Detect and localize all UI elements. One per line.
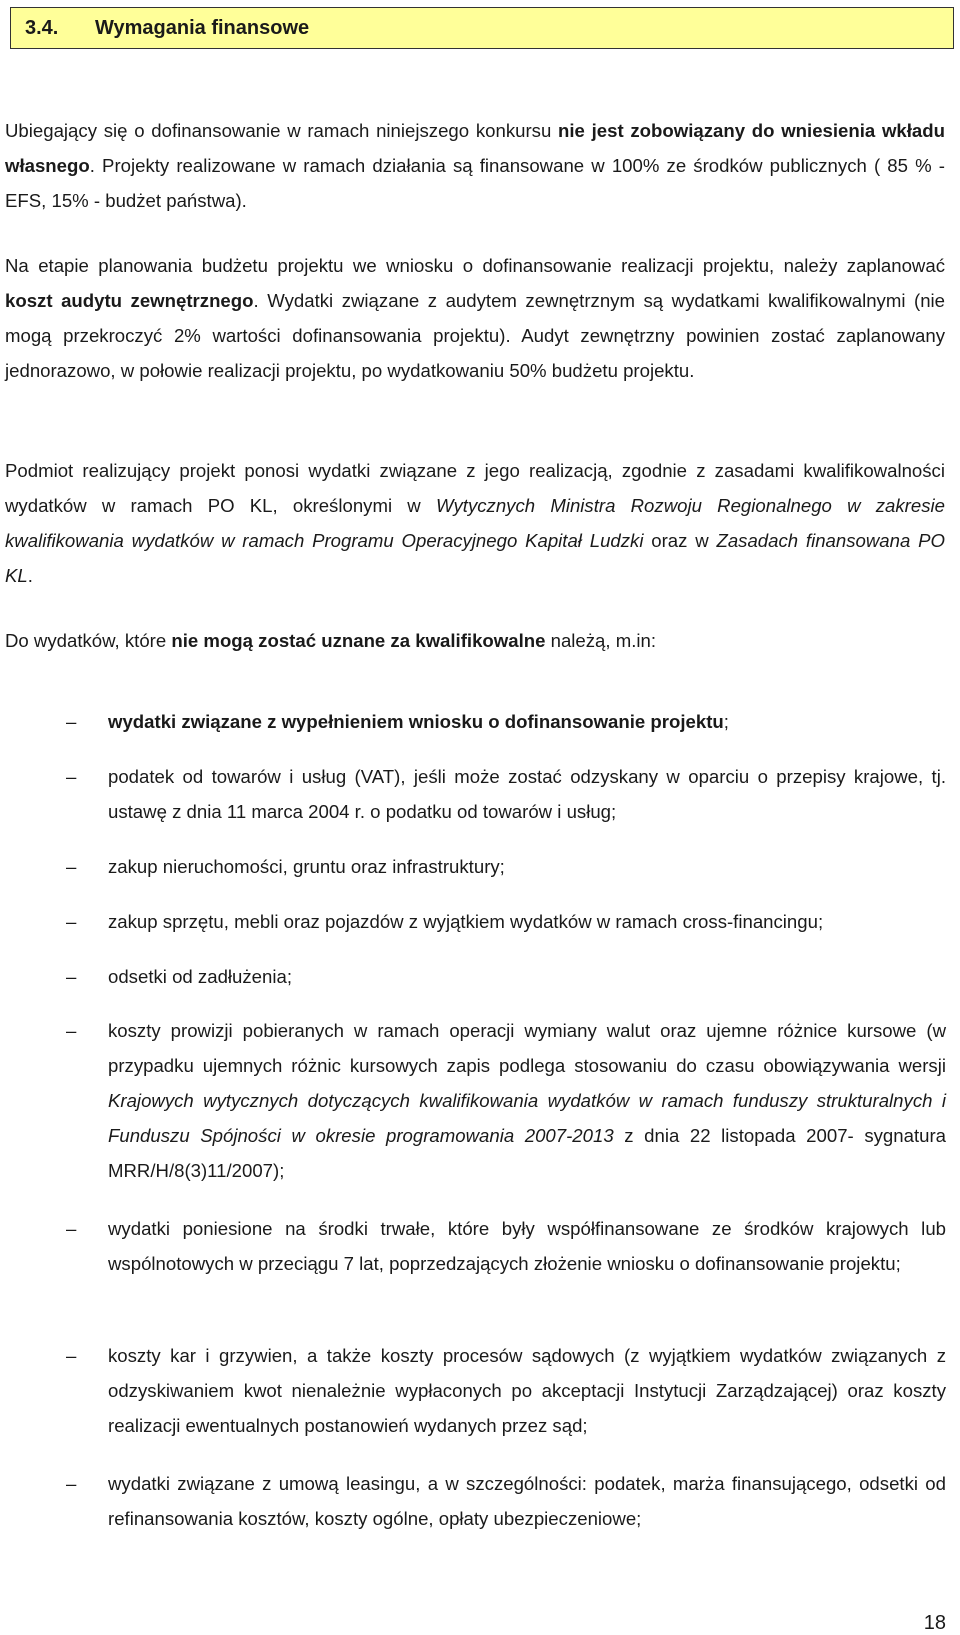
list-dash: – (66, 856, 77, 877)
list-dash: – (66, 1473, 77, 1494)
page-number: 18 (923, 1612, 946, 1634)
list-item-text: odsetki od zadłużenia; (108, 966, 292, 987)
paragraph-audit (5, 248, 945, 388)
text-run: Ubiegający się o dofinansowanie w ramach niniejszego konkursu (5, 120, 559, 141)
italic-text: Wytycznych Ministra Rozwoju Regionalnego w zakresie kwalifikowania wydatków w ramach Programu Operacyjnego Kapitał Ludzki (5, 495, 945, 551)
section-title: Wymagania finansowe (95, 16, 310, 39)
list-dash: – (66, 911, 77, 932)
text-run: . Wydatki związane z audytem zewnętrznym są wydatkami kwalifikowalnymi (nie mogą przekroczyć 2% wartości dofinansowania projektu). Audyt zewnętrzny powinien zostać zaplanowany jednorazowo, w połowie realizacji projektu, po wydatkowaniu 50% budżetu projektu. (5, 290, 946, 381)
bold-text: nie mogą zostać uznane za kwalifikowalne (171, 630, 546, 651)
list-item-text: wydatki poniesione na środki trwałe, które były współfinansowane ze środków krajowych lub wspólnotowych w przeciągu 7 lat, poprzedzających złożenie wniosku o dofinansowanie projektu; (108, 1218, 946, 1274)
italic-text: Krajowych wytycznych dotyczących kwalifikowania wydatków w ramach funduszy strukturalnych i Funduszu Spójności w okresie programowania 2007-2013 (108, 1090, 946, 1146)
paragraph-eligibility-rules (5, 453, 945, 593)
text-run: Do wydatków, które (5, 630, 172, 651)
list-dash: – (66, 1020, 77, 1041)
list-item-text: zakup sprzętu, mebli oraz pojazdów z wyjątkiem wydatków w ramach cross-financingu; (108, 911, 824, 932)
text-run: . (27, 565, 33, 586)
section-heading (10, 7, 954, 49)
section-number: 3.4. (25, 16, 59, 39)
list-dash: – (66, 1218, 77, 1239)
list-dash: – (66, 1345, 77, 1366)
bold-text: wydatki związane z wypełnieniem wniosku o dofinansowanie projektu (108, 711, 724, 732)
text-run: . Projekty realizowane w ramach działania są finansowane w 100% ze środków publicznych ( 85 % - EFS, 15% - budżet państwa). (5, 155, 945, 211)
list-dash: – (66, 711, 77, 732)
list-item-text: podatek od towarów i usług (VAT), jeśli może zostać odzyskany w oparciu o przepisy krajowe, tj. ustawę z dnia 11 marca 2004 r. o podatku od towarów i usług; (108, 766, 946, 822)
italic-text: Zasadach finansowana PO KL (5, 530, 945, 586)
list-dash: – (66, 766, 77, 787)
text-run: koszty prowizji pobieranych w ramach operacji wymiany walut oraz ujemne różnice kursowe (w przypadku ujemnych różnic kursowych zapis podlega stosowaniu do czasu obowiązywania wersji (108, 1020, 946, 1076)
text-run: ; (723, 711, 729, 732)
bold-text: koszt audytu zewnętrznego (5, 290, 254, 311)
paragraph-own-contribution (5, 113, 945, 218)
text-run: oraz w (643, 530, 717, 551)
text-run: Podmiot realizujący projekt ponosi wydatki związane z jego realizacją, zgodnie z zasadami kwalifikowalności wydatków w ramach PO KL, określonymi w (5, 460, 945, 516)
text-run: z dnia 22 listopada 2007- sygnatura MRR/H/8(3)11/2007); (108, 1125, 946, 1181)
list-item-text: koszty kar i grzywien, a także koszty procesów sądowych (z wyjątkiem wydatków związanych z odzyskiwaniem kwot nienależnie wypłaconych po akceptacji Instytucji Zarządzającej) oraz koszty realizacji ewentualnych postanowień wydanych przez sąd; (108, 1345, 946, 1436)
list-item-text: wydatki związane z umową leasingu, a w szczególności: podatek, marża finansującego, odsetki od refinansowania kosztów, koszty ogólne, opłaty ubezpieczeniowe; (108, 1473, 946, 1529)
list-item-text (108, 1013, 946, 1188)
text-run: należą, m.in: (545, 630, 657, 651)
list-item-text (108, 704, 946, 739)
bold-text: nie jest zobowiązany do wniesienia wkładu własnego (5, 120, 945, 176)
list-item-text: zakup nieruchomości, gruntu oraz infrastruktury; (108, 856, 505, 877)
list-dash: – (66, 966, 77, 987)
paragraph-ineligible-intro (5, 623, 945, 658)
text-run: Na etapie planowania budżetu projektu we wniosku o dofinansowanie realizacji projektu, należy zaplanować (5, 255, 945, 276)
